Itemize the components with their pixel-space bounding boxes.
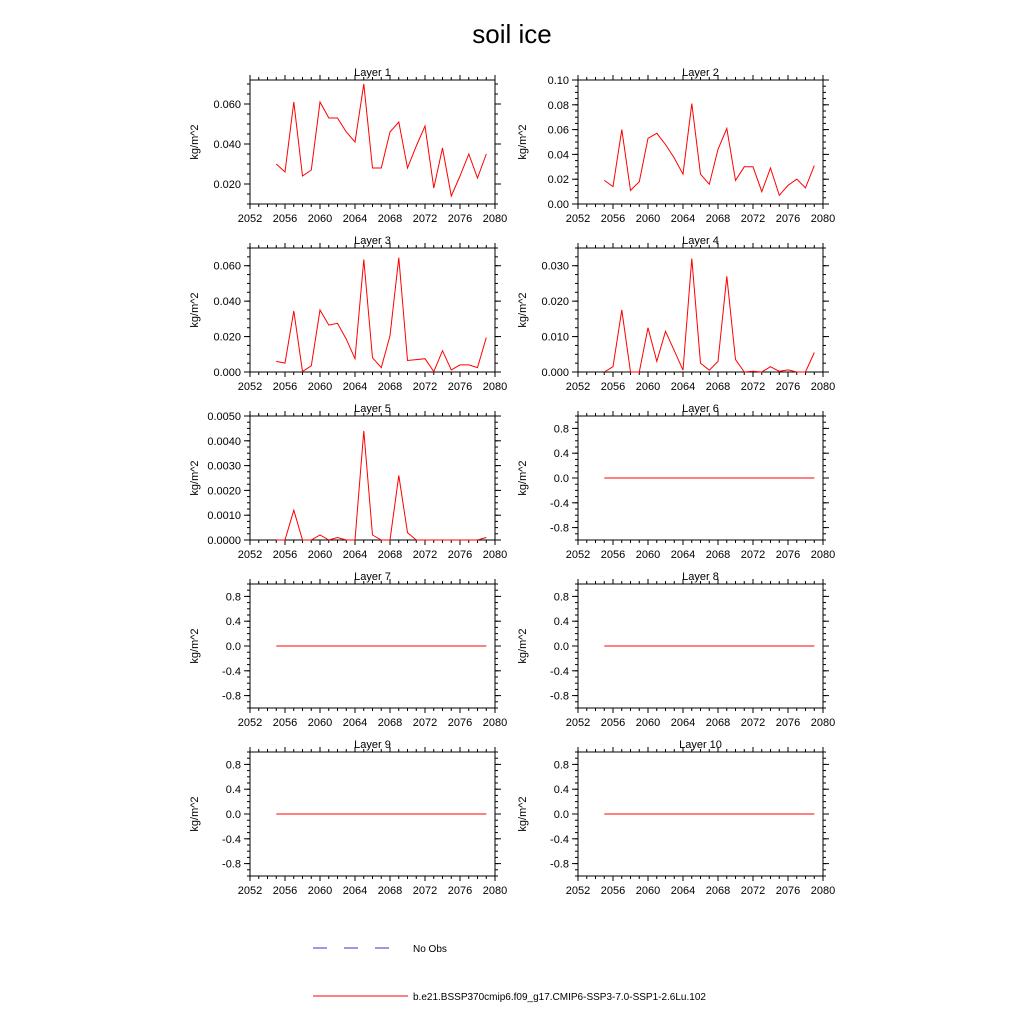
- y-tick-label: -0.8: [222, 690, 241, 703]
- x-tick-label: 2052: [237, 213, 263, 225]
- y-tick-label: 0.4: [553, 616, 569, 629]
- y-axis-label: kg/m^2: [517, 292, 529, 328]
- x-tick-label: 2056: [600, 381, 626, 393]
- panel-title: Layer 4: [682, 235, 719, 247]
- y-axis-label: kg/m^2: [189, 796, 201, 832]
- panel-title: Layer 2: [682, 67, 719, 79]
- x-tick-label: 2064: [670, 717, 696, 729]
- legend-model-label: b.e21.BSSP370cmip6.f09_g17.CMIP6-SSP3-7.0-SSP1-2.6Lu.102: [413, 992, 706, 1003]
- x-tick-label: 2080: [810, 717, 836, 729]
- y-tick-label: 0.040: [213, 296, 241, 309]
- y-axis-label: kg/m^2: [517, 460, 529, 496]
- chart-panel-8: [517, 571, 835, 729]
- x-tick-label: 2080: [810, 885, 836, 897]
- x-tick-label: 2080: [810, 213, 836, 225]
- x-tick-label: 2060: [307, 213, 333, 225]
- y-tick-label: 0.8: [225, 759, 241, 772]
- x-tick-label: 2076: [447, 549, 473, 561]
- x-tick-label: 2052: [237, 549, 263, 561]
- x-tick-label: 2052: [565, 549, 591, 561]
- x-tick-label: 2072: [740, 549, 766, 561]
- y-tick-label: 0.000: [213, 367, 241, 379]
- y-tick-label: -0.4: [222, 833, 241, 846]
- x-tick-label: 2060: [635, 885, 661, 897]
- x-tick-label: 2064: [670, 549, 696, 561]
- x-tick-label: 2072: [740, 885, 766, 897]
- y-tick-label: 0.0050: [207, 411, 241, 423]
- y-tick-label: 0.0: [553, 809, 569, 821]
- chart-panel-6: [517, 403, 835, 561]
- x-tick-label: 2080: [810, 549, 836, 561]
- y-tick-label: 0.8: [553, 591, 569, 604]
- x-tick-label: 2060: [307, 885, 333, 897]
- x-tick-label: 2052: [565, 717, 591, 729]
- x-tick-label: 2068: [377, 381, 403, 393]
- y-tick-label: 0.010: [541, 331, 569, 344]
- x-tick-label: 2068: [705, 717, 731, 729]
- x-tick-label: 2076: [775, 213, 801, 225]
- y-tick-label: 0.08: [547, 99, 569, 112]
- y-axis-label: kg/m^2: [189, 628, 201, 664]
- x-tick-label: 2072: [412, 885, 438, 897]
- x-tick-label: 2052: [237, 381, 263, 393]
- y-tick-label: 0.4: [225, 784, 241, 797]
- x-tick-label: 2068: [377, 717, 403, 729]
- y-tick-label: 0.4: [553, 784, 569, 797]
- y-tick-label: 0.020: [213, 331, 241, 344]
- panel-title: Layer 10: [679, 739, 722, 751]
- chart-panels: [189, 67, 835, 897]
- chart-panel-9: [189, 739, 507, 897]
- x-tick-label: 2052: [565, 381, 591, 393]
- y-tick-label: 0.060: [213, 99, 241, 111]
- y-tick-label: 0.040: [213, 139, 241, 151]
- x-tick-label: 2056: [600, 213, 626, 225]
- y-tick-label: 0.020: [541, 296, 569, 309]
- x-tick-label: 2064: [342, 213, 368, 225]
- series-line: [604, 104, 814, 196]
- y-tick-label: 0.0: [553, 641, 569, 653]
- series-line: [276, 258, 486, 372]
- x-tick-label: 2068: [377, 885, 403, 897]
- x-tick-label: 2068: [705, 549, 731, 561]
- x-tick-label: 2060: [635, 549, 661, 561]
- y-tick-label: 0.8: [553, 759, 569, 772]
- y-axis-label: kg/m^2: [517, 628, 529, 664]
- x-tick-label: 2076: [447, 381, 473, 393]
- y-tick-label: 0.0020: [207, 485, 241, 498]
- y-tick-label: -0.8: [550, 690, 569, 703]
- panel-title: Layer 8: [682, 571, 719, 583]
- y-tick-label: 0.0: [225, 641, 241, 653]
- x-tick-label: 2056: [600, 717, 626, 729]
- y-tick-label: -0.4: [550, 497, 569, 510]
- x-tick-label: 2072: [412, 549, 438, 561]
- chart-panel-10: [517, 739, 835, 897]
- panel-title: Layer 5: [354, 403, 391, 415]
- x-tick-label: 2060: [307, 549, 333, 561]
- y-tick-label: 0.00: [547, 199, 569, 211]
- x-tick-label: 2064: [670, 885, 696, 897]
- x-tick-label: 2076: [775, 885, 801, 897]
- y-tick-label: -0.8: [550, 858, 569, 871]
- x-tick-label: 2052: [237, 717, 263, 729]
- x-tick-label: 2068: [705, 213, 731, 225]
- x-tick-label: 2076: [775, 717, 801, 729]
- series-line: [604, 259, 814, 372]
- x-tick-label: 2056: [272, 885, 298, 897]
- plot-frame: [578, 80, 823, 204]
- panel-title: Layer 9: [354, 739, 391, 751]
- y-axis-label: kg/m^2: [517, 796, 529, 832]
- x-tick-label: 2052: [237, 885, 263, 897]
- plot-frame: [250, 416, 495, 540]
- x-tick-label: 2072: [740, 381, 766, 393]
- chart-panel-2: [517, 67, 835, 225]
- x-tick-label: 2064: [342, 717, 368, 729]
- x-tick-label: 2072: [740, 717, 766, 729]
- y-tick-label: 0.4: [553, 448, 569, 461]
- chart-panel-4: [517, 235, 835, 393]
- chart-panel-7: [189, 571, 507, 729]
- chart-panel-5: [189, 403, 507, 561]
- y-tick-label: 0.020: [213, 179, 241, 191]
- x-tick-label: 2064: [670, 213, 696, 225]
- x-tick-label: 2076: [775, 549, 801, 561]
- x-tick-label: 2068: [705, 381, 731, 393]
- y-tick-label: -0.4: [222, 665, 241, 678]
- x-tick-label: 2060: [635, 717, 661, 729]
- y-tick-label: 0.0: [553, 473, 569, 485]
- x-tick-label: 2072: [412, 717, 438, 729]
- x-tick-label: 2064: [670, 381, 696, 393]
- x-tick-label: 2056: [272, 549, 298, 561]
- series-line: [276, 431, 486, 540]
- chart-panel-1: [189, 67, 507, 225]
- y-tick-label: 0.8: [225, 591, 241, 604]
- plot-frame: [250, 80, 495, 204]
- x-tick-label: 2076: [447, 885, 473, 897]
- chart-panel-3: [189, 235, 507, 393]
- x-tick-label: 2064: [342, 381, 368, 393]
- y-tick-label: 0.4: [225, 616, 241, 629]
- x-tick-label: 2064: [342, 885, 368, 897]
- y-tick-label: 0.10: [547, 75, 569, 87]
- x-tick-label: 2052: [565, 213, 591, 225]
- x-tick-label: 2056: [600, 885, 626, 897]
- y-axis-label: kg/m^2: [189, 460, 201, 496]
- x-tick-label: 2060: [307, 381, 333, 393]
- y-tick-label: 0.0000: [207, 535, 241, 547]
- y-tick-label: 0.0040: [207, 435, 241, 448]
- y-tick-label: -0.4: [550, 665, 569, 678]
- y-tick-label: -0.8: [550, 522, 569, 535]
- x-tick-label: 2080: [810, 381, 836, 393]
- x-tick-label: 2076: [775, 381, 801, 393]
- x-tick-label: 2056: [272, 381, 298, 393]
- y-tick-label: 0.02: [547, 174, 569, 187]
- panel-title: Layer 1: [354, 67, 391, 79]
- y-axis-label: kg/m^2: [189, 124, 201, 160]
- x-tick-label: 2056: [272, 717, 298, 729]
- x-tick-label: 2068: [705, 885, 731, 897]
- x-tick-label: 2064: [342, 549, 368, 561]
- y-tick-label: 0.030: [541, 260, 569, 273]
- x-tick-label: 2076: [447, 717, 473, 729]
- x-tick-label: 2056: [272, 213, 298, 225]
- y-axis-label: kg/m^2: [517, 124, 529, 160]
- x-tick-label: 2068: [377, 213, 403, 225]
- y-axis-label: kg/m^2: [189, 292, 201, 328]
- x-tick-label: 2080: [482, 885, 508, 897]
- x-tick-label: 2080: [482, 549, 508, 561]
- panel-title: Layer 3: [354, 235, 391, 247]
- legend-obs-label: No Obs: [413, 944, 447, 955]
- legend: [313, 944, 706, 1003]
- y-tick-label: 0.000: [541, 367, 569, 379]
- x-tick-label: 2056: [600, 549, 626, 561]
- series-line: [276, 84, 486, 196]
- y-tick-label: 0.060: [213, 260, 241, 273]
- y-tick-label: -0.4: [550, 833, 569, 846]
- panel-title: Layer 6: [682, 403, 719, 415]
- figure-title: soil ice: [472, 19, 552, 49]
- x-tick-label: 2072: [412, 381, 438, 393]
- x-tick-label: 2080: [482, 213, 508, 225]
- y-tick-label: 0.0030: [207, 460, 241, 473]
- panel-title: Layer 7: [354, 571, 391, 583]
- x-tick-label: 2080: [482, 381, 508, 393]
- x-tick-label: 2076: [447, 213, 473, 225]
- y-tick-label: 0.06: [547, 124, 569, 137]
- y-tick-label: 0.04: [547, 149, 569, 162]
- y-tick-label: 0.0010: [207, 510, 241, 523]
- y-tick-label: 0.0: [225, 809, 241, 821]
- x-tick-label: 2060: [635, 213, 661, 225]
- y-tick-label: 0.8: [553, 423, 569, 436]
- x-tick-label: 2072: [412, 213, 438, 225]
- x-tick-label: 2052: [565, 885, 591, 897]
- x-tick-label: 2072: [740, 213, 766, 225]
- y-tick-label: -0.8: [222, 858, 241, 871]
- x-tick-label: 2060: [307, 717, 333, 729]
- x-tick-label: 2060: [635, 381, 661, 393]
- x-tick-label: 2080: [482, 717, 508, 729]
- x-tick-label: 2068: [377, 549, 403, 561]
